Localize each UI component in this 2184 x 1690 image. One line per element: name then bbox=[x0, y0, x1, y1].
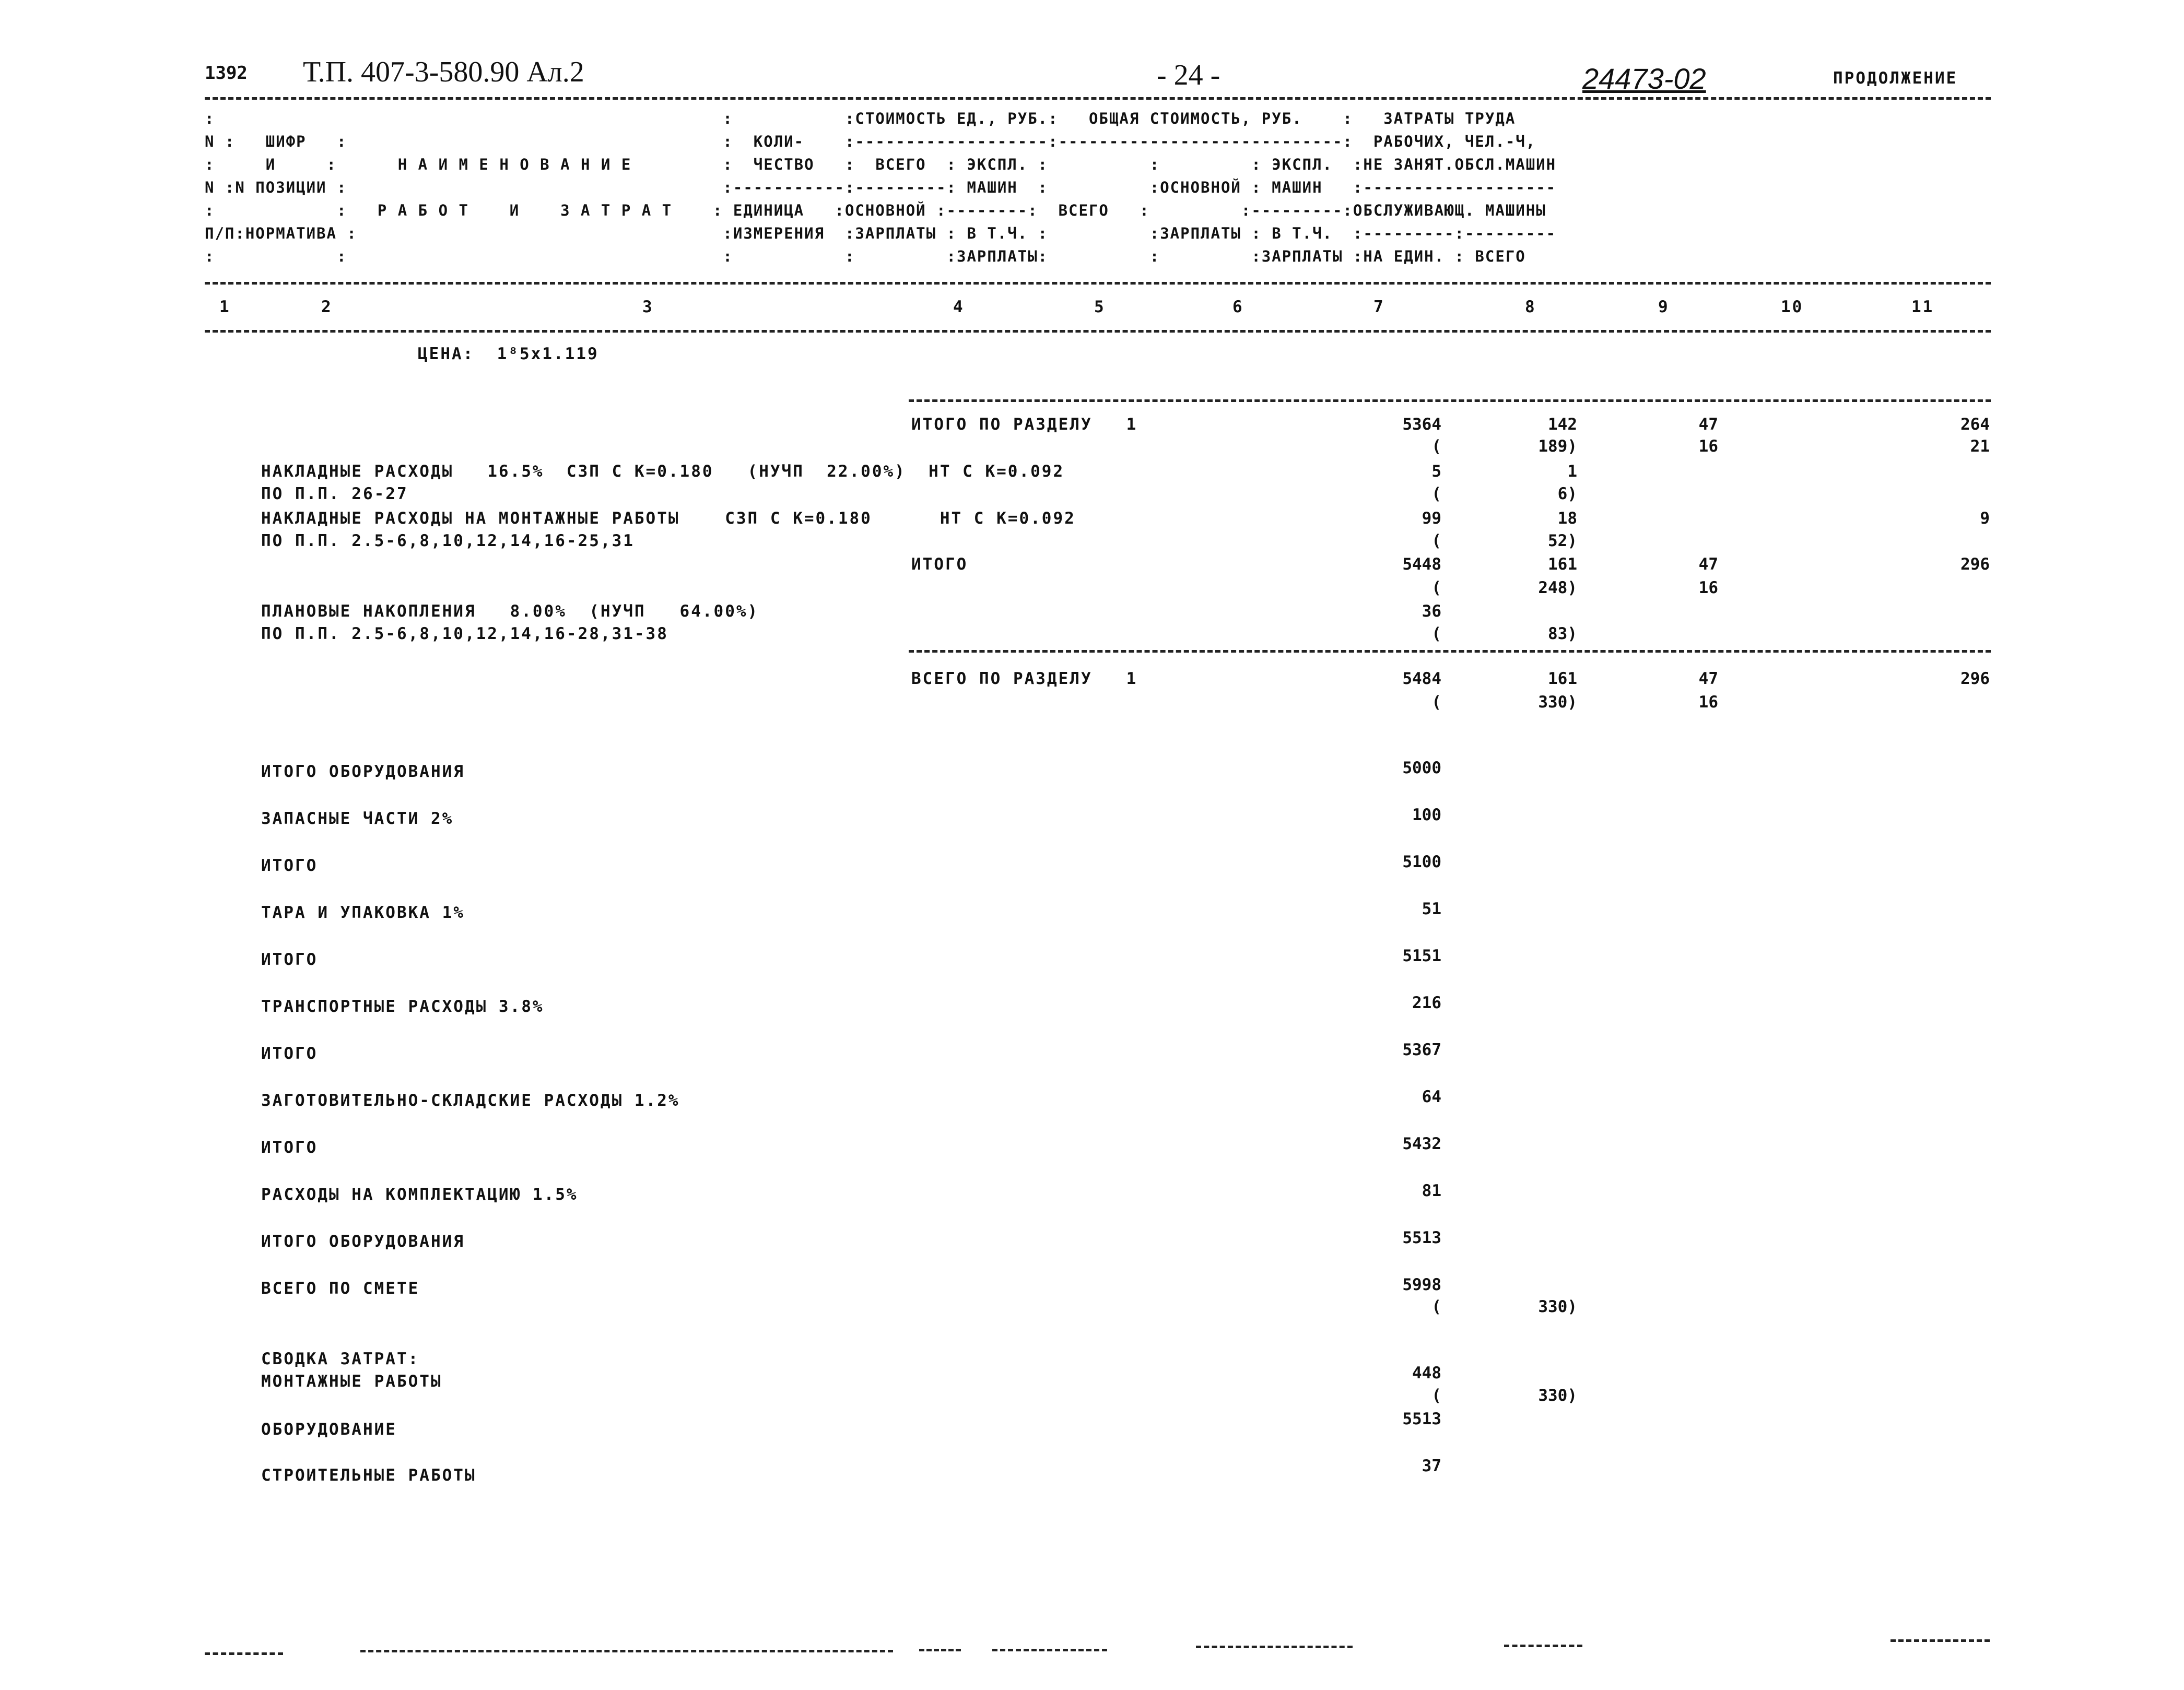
equipment-value: 64 bbox=[1422, 1088, 1441, 1106]
cell-wages: 161 bbox=[1548, 669, 1577, 688]
cell-total: ( bbox=[1431, 437, 1441, 456]
cell-total: 5484 bbox=[1402, 669, 1441, 688]
cell-wages: 142 bbox=[1548, 415, 1577, 434]
equipment-value: 81 bbox=[1422, 1181, 1441, 1200]
cell-labor-total: 9 bbox=[1980, 509, 1990, 528]
column-number: 10 bbox=[1781, 298, 1804, 316]
grand-total-wages: 330) bbox=[1538, 1297, 1577, 1316]
row-label: ПО П.П. 2.5-6,8,10,12,14,16-25,31 bbox=[261, 531, 635, 550]
footer-rule bbox=[360, 1650, 893, 1652]
summary-building-value: 37 bbox=[1422, 1457, 1441, 1475]
footer-rule bbox=[919, 1649, 961, 1651]
equipment-value: 5998 bbox=[1402, 1275, 1441, 1294]
column-number: 5 bbox=[1094, 298, 1106, 316]
summary-equipment-label: ОБОРУДОВАНИЕ bbox=[261, 1420, 397, 1439]
cell-total: ( bbox=[1431, 693, 1441, 712]
column-header-line: N :N ПОЗИЦИИ : :-----------:---------: МАШИН : :ОСНОВНОЙ : МАШИН :------------------- bbox=[205, 179, 1557, 196]
equipment-label: ЗАПАСНЫЕ ЧАСТИ 2% bbox=[261, 809, 454, 828]
row-label: ИТОГО ПО РАЗДЕЛУ 1 bbox=[911, 415, 1138, 434]
sheet-number: 1392 bbox=[205, 63, 248, 84]
cell-wages: 18 bbox=[1557, 509, 1577, 528]
equipment-label: ТАРА И УПАКОВКА 1% bbox=[261, 903, 465, 922]
cell-machines: 47 bbox=[1698, 669, 1718, 688]
row-label: ПО П.П. 26-27 bbox=[261, 484, 408, 503]
cell-wages: 330) bbox=[1538, 693, 1577, 712]
cell-machines: 16 bbox=[1698, 693, 1718, 712]
equipment-value: 5513 bbox=[1402, 1228, 1441, 1247]
footer-rule bbox=[1891, 1639, 1990, 1642]
column-number: 7 bbox=[1373, 298, 1385, 316]
equipment-label: ИТОГО ОБОРУДОВАНИЯ bbox=[261, 1232, 465, 1251]
cell-total: 99 bbox=[1422, 509, 1441, 528]
cell-wages: 52) bbox=[1548, 531, 1577, 550]
row-label: ВСЕГО ПО РАЗДЕЛУ 1 bbox=[911, 669, 1138, 688]
equipment-label: ТРАНСПОРТНЫЕ РАСХОДЫ 3.8% bbox=[261, 997, 544, 1016]
cell-total: 5448 bbox=[1402, 555, 1441, 574]
price-note: ЦЕНА: 1⁸5х1.119 bbox=[418, 345, 599, 363]
column-number: 9 bbox=[1658, 298, 1670, 316]
equipment-value: 5367 bbox=[1402, 1041, 1441, 1059]
summary-title: СВОДКА ЗАТРАТ: bbox=[261, 1350, 420, 1368]
cell-total: ( bbox=[1431, 578, 1441, 597]
row-label: ИТОГО bbox=[911, 555, 968, 574]
cell-machines: 47 bbox=[1698, 415, 1718, 434]
cell-total: ( bbox=[1431, 624, 1441, 643]
cell-total: ( bbox=[1431, 484, 1441, 503]
summary-building-label: СТРОИТЕЛЬНЫЕ РАБОТЫ bbox=[261, 1466, 476, 1485]
column-header-line: N : ШИФР : : КОЛИ- :-------------------:----------------------------: РАБОЧИХ, ЧЕЛ.-Ч, bbox=[205, 133, 1536, 150]
column-number-rule bbox=[205, 330, 1991, 333]
cell-wages: 83) bbox=[1548, 624, 1577, 643]
cell-total: 5364 bbox=[1402, 415, 1441, 434]
column-number: 6 bbox=[1232, 298, 1244, 316]
column-number: 8 bbox=[1525, 298, 1536, 316]
column-number: 3 bbox=[642, 298, 654, 316]
column-number: 11 bbox=[1911, 298, 1934, 316]
equipment-value: 216 bbox=[1412, 994, 1441, 1012]
summary-mount-value: 448 bbox=[1412, 1364, 1441, 1382]
continuation-label: ПРОДОЛЖЕНИЕ bbox=[1833, 69, 1958, 88]
cell-wages: 189) bbox=[1538, 437, 1577, 456]
column-header-line: : И : Н А И М Е Н О В А Н И Е : ЧЕСТВО : ВСЕГО : ЭКСПЛ. : : : ЭКСПЛ. :НЕ ЗАНЯТ.ОБСЛ.МАШИН bbox=[205, 156, 1557, 173]
cell-total: 5 bbox=[1431, 462, 1441, 481]
equipment-label: ИТОГО bbox=[261, 1138, 318, 1157]
equipment-label: ИТОГО ОБОРУДОВАНИЯ bbox=[261, 762, 465, 781]
cell-wages: 6) bbox=[1557, 484, 1577, 503]
cell-labor-total: 296 bbox=[1960, 555, 1990, 574]
equipment-label: ИТОГО bbox=[261, 1044, 318, 1063]
equipment-value: 5100 bbox=[1402, 853, 1441, 871]
summary-equipment-value: 5513 bbox=[1402, 1410, 1441, 1428]
cell-total: 36 bbox=[1422, 602, 1441, 621]
cell-labor-total: 264 bbox=[1960, 415, 1990, 434]
footer-rule bbox=[1504, 1645, 1582, 1647]
equipment-label: ИТОГО bbox=[261, 950, 318, 969]
footer-rule bbox=[1196, 1646, 1353, 1648]
section-rule bbox=[909, 650, 1991, 653]
row-label: НАКЛАДНЫЕ РАСХОДЫ 16.5% СЗП С К=0.180 (НУЧП 22.00%) НТ С К=0.092 bbox=[261, 462, 1065, 481]
summary-mount-label: МОНТАЖНЫЕ РАБОТЫ bbox=[261, 1372, 442, 1391]
equipment-value: 5151 bbox=[1402, 947, 1441, 965]
cell-labor-total: 296 bbox=[1960, 669, 1990, 688]
column-number: 1 bbox=[219, 298, 231, 316]
document-code: 24473-02 bbox=[1582, 62, 1706, 95]
cell-machines: 47 bbox=[1698, 555, 1718, 574]
cell-wages: 161 bbox=[1548, 555, 1577, 574]
column-header-line: : : Р А Б О Т И З А Т Р А Т : ЕДИНИЦА :ОСНОВНОЙ :--------: ВСЕГО : :---------:ОБСЛУЖИВАЮЩ. МАШИНЫ bbox=[205, 202, 1546, 219]
row-label: ПЛАНОВЫЕ НАКОПЛЕНИЯ 8.00% (НУЧП 64.00%) bbox=[261, 602, 759, 621]
header-top-rule bbox=[205, 97, 1991, 100]
equipment-label: ИТОГО bbox=[261, 856, 318, 875]
column-header-line: : : : : :ЗАРПЛАТЫ: : :ЗАРПЛАТЫ :НА ЕДИН. : ВСЕГО bbox=[205, 247, 1526, 265]
footer-rule bbox=[992, 1649, 1107, 1651]
cell-total: ( bbox=[1431, 531, 1441, 550]
grand-total-paren: ( bbox=[1431, 1297, 1441, 1316]
column-header-line: П/П:НОРМАТИВА : :ИЗМЕРЕНИЯ :ЗАРПЛАТЫ : В Т.Ч. : :ЗАРПЛАТЫ : В Т.Ч. :---------:--------- bbox=[205, 224, 1557, 242]
summary-mount-paren: ( bbox=[1431, 1386, 1441, 1405]
equipment-label: РАСХОДЫ НА КОМПЛЕКТАЦИЮ 1.5% bbox=[261, 1185, 578, 1204]
cell-machines: 16 bbox=[1698, 578, 1718, 597]
section-rule bbox=[909, 399, 1991, 402]
column-number: 2 bbox=[321, 298, 333, 316]
cell-wages: 1 bbox=[1567, 462, 1577, 481]
page-number: - 24 - bbox=[1157, 59, 1220, 91]
column-number: 4 bbox=[953, 298, 965, 316]
equipment-value: 5432 bbox=[1402, 1134, 1441, 1153]
row-label: НАКЛАДНЫЕ РАСХОДЫ НА МОНТАЖНЫЕ РАБОТЫ СЗП С К=0.180 НТ С К=0.092 bbox=[261, 509, 1076, 528]
cell-machines: 16 bbox=[1698, 437, 1718, 456]
row-label: ПО П.П. 2.5-6,8,10,12,14,16-28,31-38 bbox=[261, 624, 668, 643]
footer-rule bbox=[205, 1652, 283, 1655]
equipment-label: ЗАГОТОВИТЕЛЬНО-СКЛАДСКИЕ РАСХОДЫ 1.2% bbox=[261, 1091, 680, 1110]
cell-labor-total: 21 bbox=[1970, 437, 1990, 456]
document-reference: Т.П. 407-3-580.90 Ал.2 bbox=[303, 56, 584, 88]
equipment-label: ВСЕГО ПО СМЕТЕ bbox=[261, 1279, 420, 1298]
equipment-value: 5000 bbox=[1402, 759, 1441, 777]
equipment-value: 100 bbox=[1412, 806, 1441, 824]
header-bottom-rule bbox=[205, 282, 1991, 285]
summary-mount-wages: 330) bbox=[1538, 1386, 1577, 1405]
cell-wages: 248) bbox=[1538, 578, 1577, 597]
equipment-value: 51 bbox=[1422, 900, 1441, 918]
column-header-line: : : :СТОИМОСТЬ ЕД., РУБ.: ОБЩАЯ СТОИМОСТЬ, РУБ. : ЗАТРАТЫ ТРУДА bbox=[205, 110, 1516, 127]
